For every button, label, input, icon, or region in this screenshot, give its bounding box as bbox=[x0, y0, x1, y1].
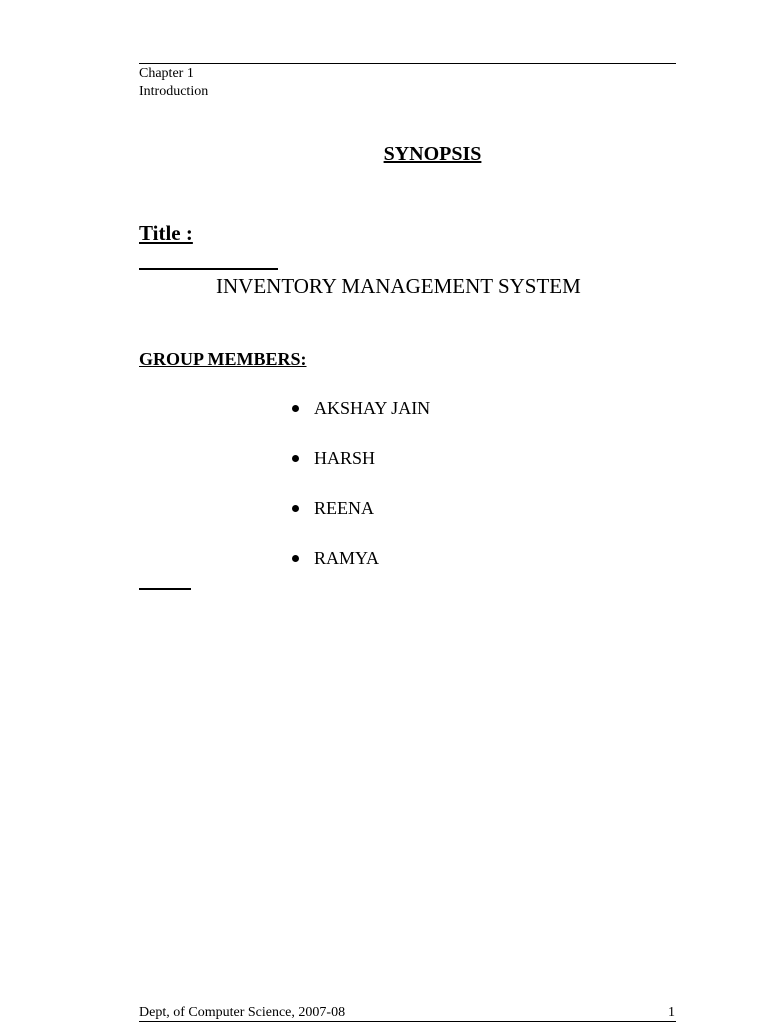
bullet-icon bbox=[292, 505, 299, 512]
page-heading bbox=[0, 141, 768, 167]
member-name: REENA bbox=[314, 498, 374, 518]
members-list bbox=[291, 396, 430, 596]
list-item bbox=[291, 546, 430, 596]
synopsis-heading: SYNOPSIS bbox=[383, 143, 482, 165]
project-name: INVENTORY MANAGEMENT SYSTEM bbox=[216, 274, 581, 298]
group-members-label: GROUP MEMBERS: bbox=[139, 349, 307, 369]
list-item bbox=[291, 446, 430, 496]
bullet-icon bbox=[292, 405, 299, 412]
header-rule bbox=[139, 63, 676, 64]
member-name: RAMYA bbox=[314, 548, 380, 568]
bullet-icon bbox=[292, 455, 299, 462]
bullet-icon bbox=[292, 555, 299, 562]
page-number: 1 bbox=[668, 1005, 675, 1020]
member-name: HARSH bbox=[314, 448, 376, 468]
section-end-rule bbox=[139, 588, 191, 590]
footer-rule bbox=[139, 1021, 676, 1022]
member-name: AKSHAY JAIN bbox=[314, 398, 431, 418]
list-item bbox=[291, 396, 430, 446]
chapter-label: Chapter 1 bbox=[139, 66, 194, 81]
title-label: Title : bbox=[139, 221, 193, 245]
footer-department: Dept, of Computer Science, 2007-08 bbox=[139, 1005, 346, 1020]
title-underline-rule bbox=[139, 268, 278, 270]
list-item bbox=[291, 496, 430, 546]
section-label: Introduction bbox=[139, 84, 209, 99]
